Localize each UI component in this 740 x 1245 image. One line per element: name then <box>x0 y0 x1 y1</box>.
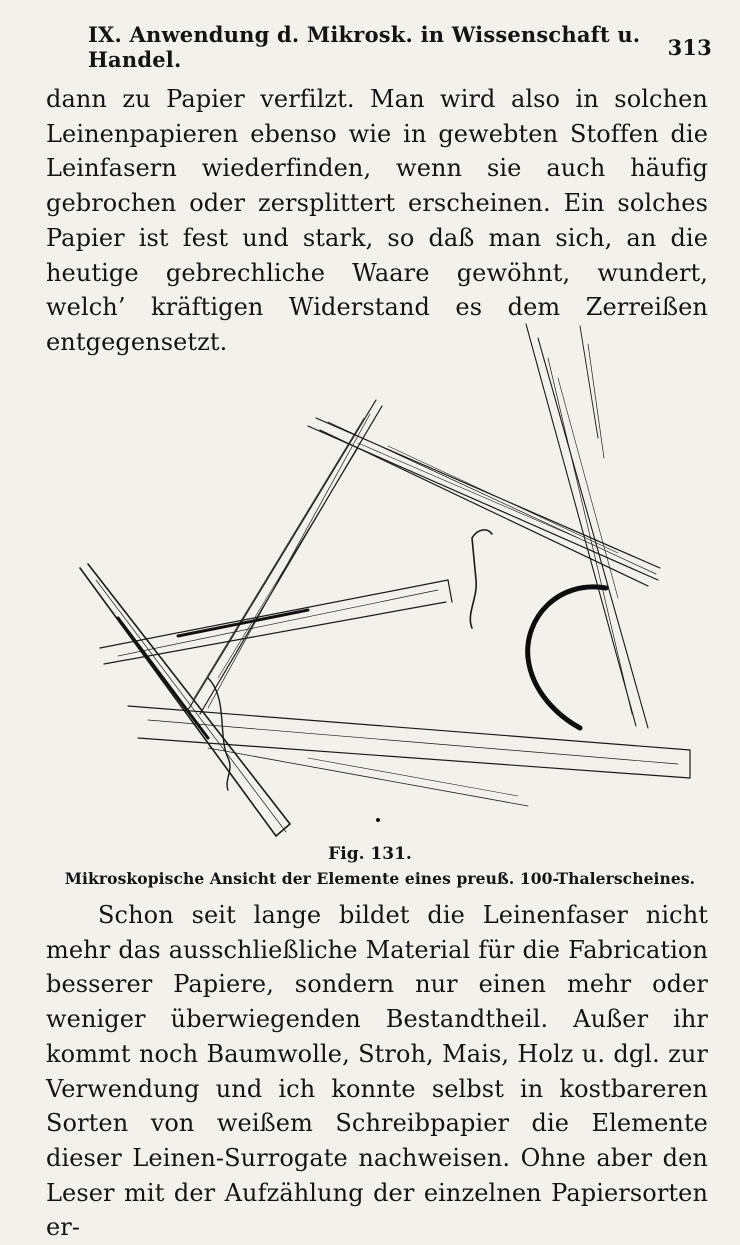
fiber-diagonal-top <box>308 418 660 586</box>
figure-number: Fig. 131. <box>328 844 412 864</box>
fiber-horizontal-bottom <box>128 706 690 806</box>
fiber-hook-center <box>470 530 492 628</box>
page-number: 313 <box>667 34 712 60</box>
running-head <box>88 22 712 72</box>
paragraph-bottom: Schon seit lange bildet die Leinenfaser nicht mehr das ausschließliche Material für die Fabrication besserer Papiere, sondern nur einen mehr oder weniger überwiegenden Bestandtheil. Außer ihr kommt noch Baumwolle, Stroh, Mais, Holz u. dgl. zur Verwendung und ich konnte selbst in kostbareren Sorten von weißem Schreibpapier die Elemente dieser Leinen-Surrogate nachweisen. Ohne aber den Leser mit der Aufzählung der einzelnen Papiersorten er- <box>46 901 708 1242</box>
specimen-dot <box>376 818 380 822</box>
fiber-illustration <box>58 318 698 838</box>
chapter-title: IX. Anwendung d. Mikrosk. in Wissenschaft u. Handel. <box>88 22 641 72</box>
fiber-steep-left <box>80 564 290 836</box>
figure-caption: Mikroskopische Ansicht der Elemente eines preuß. 100-Thalerscheines. <box>64 869 696 888</box>
fiber-curl-right <box>528 587 606 728</box>
microscope-fibers-drawing <box>58 318 698 838</box>
paragraph-top: dann zu Papier verfilzt. Man wird also in solchen Leinenpapieren ebenso wie in gewebten Stoffen die Leinfasern wiederfinden, wenn sie auch häufig gebrochen oder zersplittert erscheinen. Ein solches Papier ist fest und stark, so daß man sich, an die heutige gebrechliche Waare gewöhnt, wundert, welch’ kräftigen Widerstand es dem Zerreißen entgegensetzt. <box>46 85 708 356</box>
fiber-rising-left <box>188 400 382 714</box>
fiber-vertical-right <box>526 324 648 728</box>
fiber-horizontal-middle <box>100 580 452 664</box>
